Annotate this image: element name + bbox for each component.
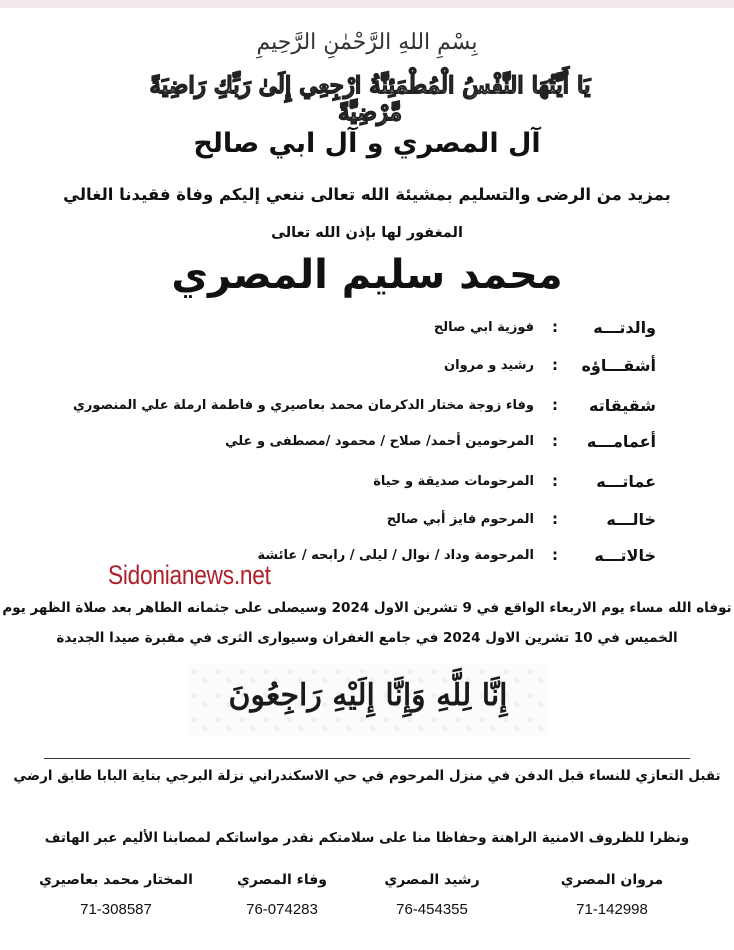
death-details-line: توفاه الله مساء يوم الاربعاء الواقع في 9 تشرين الاول 2024 وسيصلى على جثمانه الطاهر بعد صلاة الظهر يوم xyxy=(2,600,732,616)
contact-card xyxy=(532,872,692,918)
relative-value: المرحومات صديقة و حياة xyxy=(373,474,534,489)
contact-phone: 76-074283 xyxy=(246,901,318,918)
announcement-text: بمزيد من الرضى والتسليم بمشيئة الله تعالى ننعي إليكم وفاة فقيدنا الغالي xyxy=(63,185,671,204)
contact-phone: 71-308587 xyxy=(80,901,152,918)
colon: : xyxy=(552,432,558,450)
relative-value: وفاء زوجة مختار الدكرمان محمد بعاصيري و فاطمة ارملة علي المنصوري xyxy=(73,398,534,413)
relative-label: خالاتـــه xyxy=(594,546,656,565)
relative-row-brothers xyxy=(96,356,656,380)
deceased-name: محمد سليم المصري xyxy=(171,252,563,298)
watermark: Sidonianews.net xyxy=(108,560,271,590)
contact-card xyxy=(352,872,512,918)
colon: : xyxy=(552,396,558,414)
divider-line xyxy=(44,758,690,759)
colon: : xyxy=(552,356,558,374)
contact-name: رشيد المصري xyxy=(384,872,480,888)
contact-name: مروان المصري xyxy=(560,872,664,888)
contact-card xyxy=(36,872,196,918)
relative-row-mother xyxy=(96,318,656,342)
quran-verse-calligraphy: يَا أَيَّتُهَا النَّفْسُ الْمُطْمَئِنَّةُ ارْجِعِي إِلَىٰ رَبِّكِ رَاضِيَةً مَّرْضِيَّةً xyxy=(149,72,591,126)
forgiven-line: المغفور لها بإذن الله تعالى xyxy=(271,225,463,241)
colon: : xyxy=(552,546,558,564)
contact-card xyxy=(202,872,362,918)
relative-label: أعمامـــه xyxy=(586,432,656,451)
inna-lillah-panel xyxy=(188,664,548,736)
relative-value: المرحومة وداد / نوال / ليلى / رابحه / عائشة xyxy=(257,548,534,563)
colon: : xyxy=(552,318,558,336)
top-strip xyxy=(0,0,734,8)
relative-value: فوزية ابي صالح xyxy=(433,320,534,335)
relative-value: رشيد و مروان xyxy=(444,358,534,373)
relative-row-paternal-uncles xyxy=(96,432,656,456)
relative-row-maternal-uncle xyxy=(96,510,656,534)
families-heading: آل المصري و آل ابي صالح xyxy=(193,128,541,159)
relative-row-sisters xyxy=(73,396,656,420)
relative-label: خالـــه xyxy=(606,510,656,529)
relative-label: عماتـــه xyxy=(596,472,656,491)
relative-value: المرحومين أحمد/ صلاح / محمود /مصطفى و علي xyxy=(225,434,534,449)
inna-lillah-calligraphy: إِنَّا لِلَّهِ وَإِنَّا إِلَيْهِ رَاجِعُونَ xyxy=(228,678,508,713)
relative-value: المرحوم فايز أبي صالح xyxy=(386,512,534,527)
condolence-text: تقبل التعازي للنساء قبل الدفن في منزل المرحوم في حي الاسكندراني نزلة البرجي بناية البابا طابق ارضي xyxy=(13,768,721,784)
contact-phone: 71-142998 xyxy=(576,901,648,918)
relative-row-paternal-aunts xyxy=(96,472,656,496)
relative-label: أشقـــاؤه xyxy=(581,356,656,375)
death-details-line: الخميس في 10 تشرين الاول 2024 في جامع الغفران وسيوارى الثرى في مقبرة صيدا الجديدة xyxy=(56,630,678,646)
relative-label: شقيقاته xyxy=(588,396,656,415)
contact-name: وفاء المصري xyxy=(237,872,327,888)
basmala-calligraphy: بِسْمِ اللهِ الرَّحْمٰنِ الرَّحِيمِ xyxy=(256,30,478,55)
colon: : xyxy=(552,472,558,490)
security-note: ونظرا للظروف الامنية الراهنة وحفاظا منا على سلامتكم نقدر مواساتكم لمصابنا الأليم عبر الهاتف xyxy=(44,830,690,846)
contact-phone: 76-454355 xyxy=(396,901,468,918)
contact-name: المختار محمد بعاصيري xyxy=(39,872,193,888)
relative-label: والدتـــه xyxy=(593,318,656,337)
colon: : xyxy=(552,510,558,528)
